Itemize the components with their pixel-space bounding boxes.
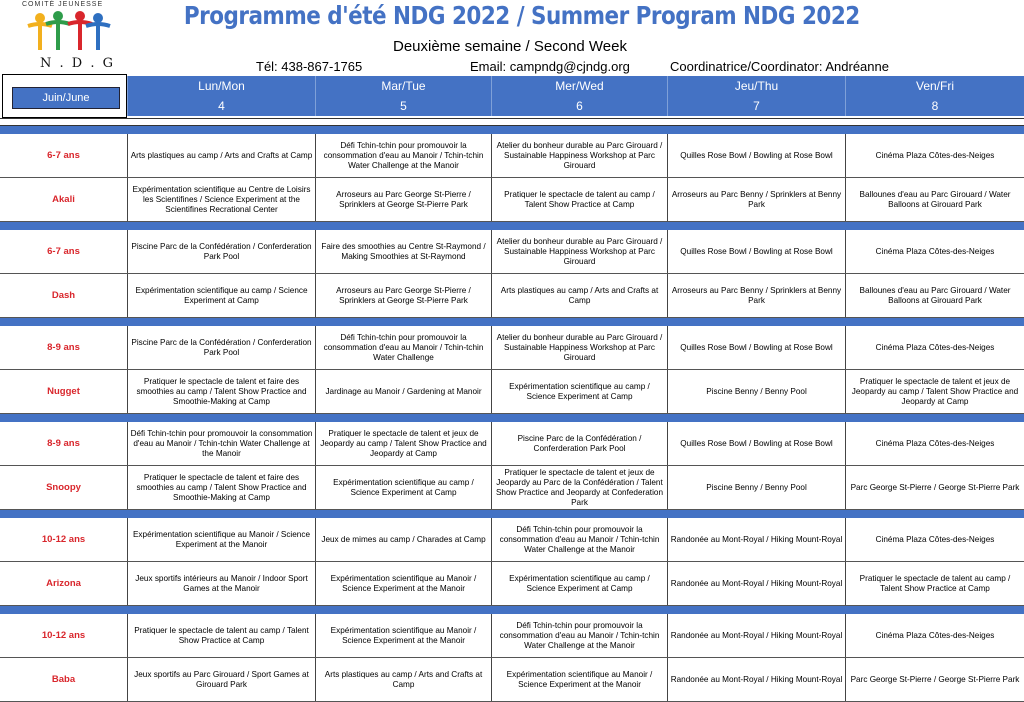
logo-bottom-text: N . D . G [40,56,115,71]
activity-cell: Piscine Parc de la Confédération / Conferderation Park Pool [127,326,315,369]
activity-cell: Pratiquer le spectacle de talent et jeux de Jeopardy au camp / Talent Show Practice and Jeopardy at Camp [315,422,491,465]
day-name: Ven/Fri [915,79,954,93]
activity-cell: Expérimentation scientifique au camp / Science Experiment at Camp [315,466,491,509]
day-name: Jeu/Thu [734,79,779,93]
group-label: Snoopy [46,482,81,493]
activity-cell: Pratiquer le spectacle de talent au camp / Talent Show Practice at Camp [127,614,315,657]
activity-cell: Pratiquer le spectacle de talent et jeux de Jeopardy au camp / Talent Show Practice and Jeopardy at Camp [845,370,1024,413]
activity-cell: Pratiquer le spectacle de talent et jeux de Jeopardy au Parc de la Confédération / Talent Show Practice and Jeopardy at Confederation Park [491,466,667,509]
activity-cell: Cinéma Plaza Côtes-des-Neiges [845,134,1024,177]
table-row [0,230,1024,274]
activity-cell: Expérimentation scientifique au Manoir / Science Experiment at the Manoir [315,562,491,605]
activity-cell: Atelier du bonheur durable au Parc Girouard / Sustainable Happiness Workshop at Parc Girouard [491,134,667,177]
day-name: Mar/Tue [381,79,426,93]
day-number: 7 [753,99,760,113]
day-header [845,76,1024,116]
activity-cell: Piscine Parc de la Confédération / Conferderation Park Pool [127,230,315,273]
activity-cell: Défi Tchin-tchin pour promouvoir la consommation d'eau au Manoir / Tchin-tchin Water Challenge at the Manoir [491,614,667,657]
activity-cell: Expérimentation scientifique au Manoir / Science Experiment at the Manoir [491,658,667,701]
group-label: 10-12 ans [41,534,86,545]
activity-cell: Pratiquer le spectacle de talent et faire des smoothies au camp / Talent Show Practice and Smoothie-Making at Camp [127,466,315,509]
group-separator [0,222,1024,230]
activity-cell: Défi Tchin-tchin pour promouvoir la consommation d'eau au Manoir / Tchin-tchin Water Challenge at the Manoir [127,422,315,465]
activity-cell: Expérimentation scientifique au Manoir / Science Experiment at the Manoir [315,614,491,657]
activity-cell: Jardinage au Manoir / Gardening at Manoir [315,370,491,413]
activity-cell: Expérimentation scientifique au Manoir / Science Experiment at the Manoir [127,518,315,561]
activity-cell: Piscine Benny / Benny Pool [667,370,845,413]
group-separator [0,510,1024,518]
day-header [491,76,667,116]
activity-cell: Randonée au Mont-Royal / Hiking Mount-Royal [667,614,845,657]
activity-cell: Cinéma Plaza Côtes-des-Neiges [845,518,1024,561]
group-label: 8-9 ans [47,342,80,353]
day-number: 6 [576,99,583,113]
table-row [0,466,1024,510]
activity-cell: Pratiquer le spectacle de talent au camp / Talent Show Practice at Camp [845,562,1024,605]
activity-cell: Arts plastiques au camp / Arts and Crafts at Camp [127,134,315,177]
activity-cell: Pratiquer le spectacle de talent au camp / Talent Show Practice at Camp [491,178,667,221]
table-row [0,274,1024,318]
activity-cell: Quilles Rose Bowl / Bowling at Rose Bowl [667,230,845,273]
activity-cell: Randonée au Mont-Royal / Hiking Mount-Royal [667,518,845,561]
day-name: Lun/Mon [198,79,245,93]
activity-cell: Piscine Parc de la Confédération / Conferderation Park Pool [491,422,667,465]
day-number: 4 [218,99,225,113]
table-row [0,326,1024,370]
activity-cell: Parc George St-Pierre / George St-Pierre Park [845,466,1024,509]
activity-cell: Ballounes d'eau au Parc Girouard / Water Balloons at Girouard Park [845,274,1024,317]
table-row [0,178,1024,222]
activity-cell: Atelier du bonheur durable au Parc Girouard / Sustainable Happiness Workshop at Parc Girouard [491,230,667,273]
activity-cell: Défi Tchin-tchin pour promouvoir la consommation d'eau au Manoir / Tchin-tchin Water Challenge at the Manoir [491,518,667,561]
day-header [315,76,491,116]
page-subtitle: Deuxième semaine / Second Week [392,38,627,55]
logo-top-text: COMITÉ JEUNESSE [22,1,104,8]
figures-icon [24,10,114,56]
activity-cell: Ballounes d'eau au Parc Girouard / Water Balloons at Girouard Park [845,178,1024,221]
activity-cell: Quilles Rose Bowl / Bowling at Rose Bowl [667,326,845,369]
table-row [0,562,1024,606]
activity-cell: Parc George St-Pierre / George St-Pierre Park [845,658,1024,701]
day-header [667,76,845,116]
group-separator [0,414,1024,422]
group-label: Baba [51,674,76,685]
activity-cell: Pratiquer le spectacle de talent et faire des smoothies au camp / Talent Show Practice and Smoothie-Making at Camp [127,370,315,413]
table-row [0,658,1024,702]
group-label: Nugget [47,386,80,397]
activity-cell: Jeux sportifs au Parc Girouard / Sport Games at Girouard Park [127,658,315,701]
activity-cell: Cinéma Plaza Côtes-des-Neiges [845,614,1024,657]
activity-cell: Arroseurs au Parc Benny / Sprinklers at Benny Park [667,274,845,317]
activity-cell: Défi Tchin-tchin pour promouvoir la consommation d'eau au Manoir / Tchin-tchin Water Challenge at the Manoir [315,134,491,177]
group-label: 8-9 ans [47,438,80,449]
group-label: 6-7 ans [47,150,80,161]
table-spacer [0,118,1024,126]
activity-cell: Expérimentation scientifique au camp / Science Experiment at Camp [127,274,315,317]
activity-cell: Randonée au Mont-Royal / Hiking Mount-Royal [667,658,845,701]
month-label: Juin/June [12,87,120,109]
day-header [127,76,315,116]
activity-cell: Jeux sportifs intérieurs au Manoir / Indoor Sport Games at the Manoir [127,562,315,605]
day-name: Mer/Wed [555,79,604,93]
phone-number: Tél: 438-867-1765 [256,59,363,74]
table-row [0,370,1024,414]
coordinator-name: Coordinatrice/Coordinator: Andréanne [670,59,889,74]
activity-cell: Arroseurs au Parc Benny / Sprinklers at Benny Park [667,178,845,221]
activity-cell: Cinéma Plaza Côtes-des-Neiges [845,230,1024,273]
activity-cell: Arroseurs au Parc George St-Pierre / Sprinklers at George St-Pierre Park [315,178,491,221]
day-number: 5 [400,99,407,113]
activity-cell: Atelier du bonheur durable au Parc Girouard / Sustainable Happiness Workshop at Parc Girouard [491,326,667,369]
activity-cell: Expérimentation scientifique au camp / Science Experiment at Camp [491,370,667,413]
activity-cell: Arts plastiques au camp / Arts and Crafts at Camp [315,658,491,701]
group-label: 10-12 ans [41,630,86,641]
activity-cell: Arroseurs au Parc George St-Pierre / Sprinklers at George St-Pierre Park [315,274,491,317]
organization-logo [14,0,124,72]
group-label: Akali [52,194,75,205]
activity-cell: Faire des smoothies au Centre St-Raymond / Making Smoothies at St-Raymond [315,230,491,273]
activity-cell: Randonée au Mont-Royal / Hiking Mount-Royal [667,562,845,605]
group-separator [0,126,1024,134]
day-number: 8 [931,99,939,113]
activity-cell: Cinéma Plaza Côtes-des-Neiges [845,326,1024,369]
activity-cell: Défi Tchin-tchin pour promouvoir la consommation d'eau au Manoir / Tchin-tchin Water Challenge [315,326,491,369]
month-cell [2,74,127,118]
table-row [0,422,1024,466]
email-address: Email: campndg@cjndg.org [470,59,630,74]
activity-cell: Expérimentation scientifique au Centre de Loisirs les Scientifines / Science Experiment at the Scientifines Recrational Center [127,178,315,221]
activity-cell: Cinéma Plaza Côtes-des-Neiges [845,422,1024,465]
activity-cell: Piscine Benny / Benny Pool [667,466,845,509]
activity-cell: Quilles Rose Bowl / Bowling at Rose Bowl [667,134,845,177]
group-separator [0,318,1024,326]
activity-cell: Quilles Rose Bowl / Bowling at Rose Bowl [667,422,845,465]
table-row [0,134,1024,178]
group-label: Dash [51,290,76,301]
table-row [0,518,1024,562]
page-title: Programme d'été NDG 2022 / Summer Program NDG 2022 [183,1,860,30]
group-separator [0,606,1024,614]
activity-cell: Arts plastiques au camp / Arts and Crafts at Camp [491,274,667,317]
group-label: 6-7 ans [47,246,80,257]
table-row [0,614,1024,658]
activity-cell: Expérimentation scientifique au camp / Science Experiment at Camp [491,562,667,605]
group-label: Arizona [46,578,81,589]
activity-cell: Jeux de mimes au camp / Charades at Camp [315,518,491,561]
